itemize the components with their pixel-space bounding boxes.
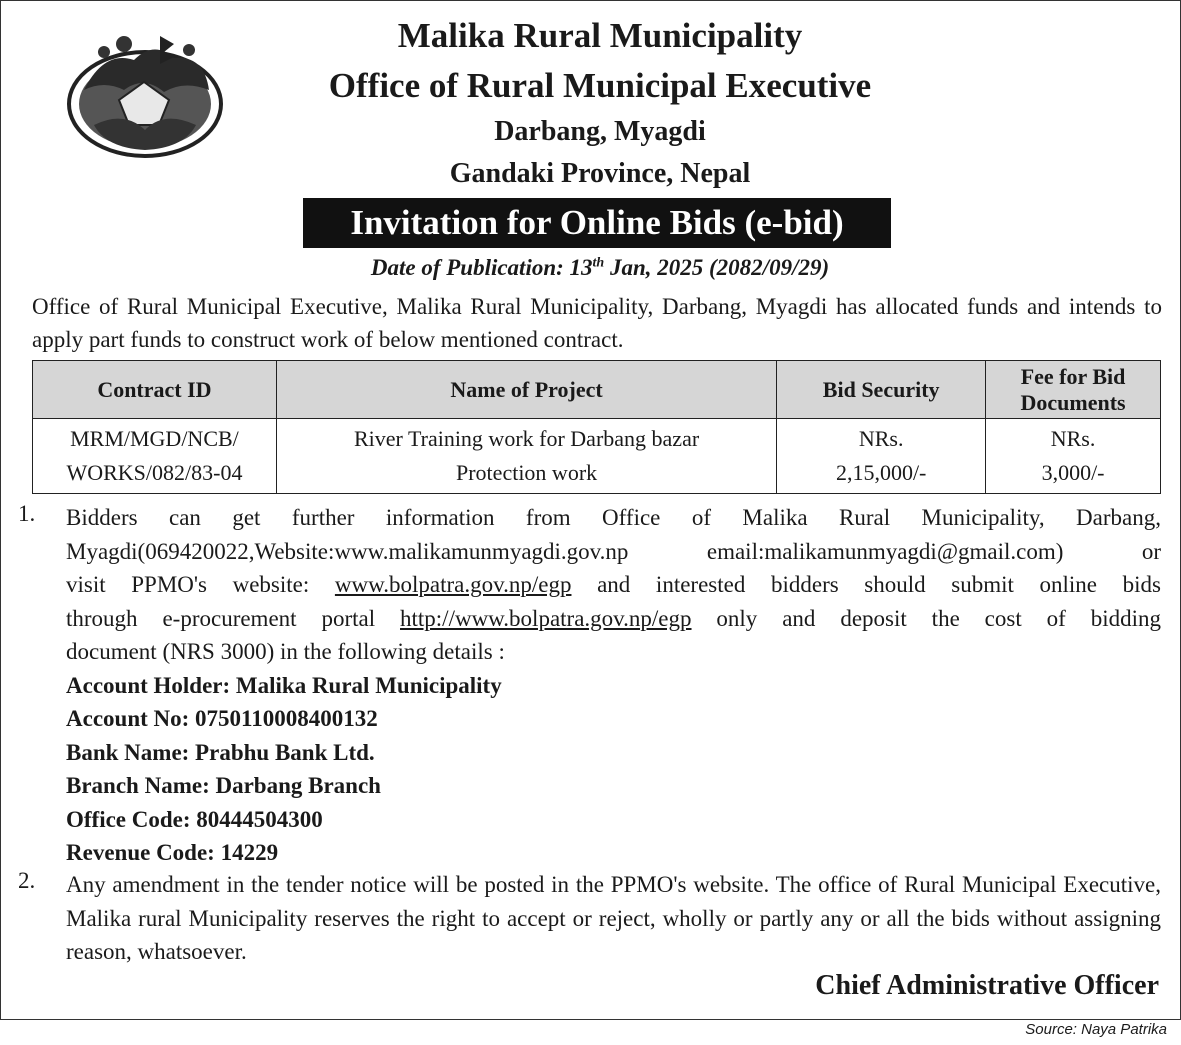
- col-project-name: Name of Project: [276, 361, 776, 419]
- col-bid-security: Bid Security: [777, 361, 986, 419]
- source-credit: Source: Naya Patrika: [1025, 1021, 1167, 1038]
- ppmo-website-link[interactable]: www.bolpatra.gov.np/egp: [334, 572, 572, 597]
- cell-project-name: River Training work for Darbang bazar Protection work: [276, 419, 776, 494]
- table-row: [33, 419, 1161, 494]
- office-code: Office Code: 80444504300: [66, 806, 323, 832]
- account-number: Account No: 0750110008400132: [66, 706, 378, 731]
- bank-name: Bank Name: Prabhu Bank Ltd.: [66, 739, 375, 765]
- revenue-code: Revenue Code: 14229: [66, 840, 279, 865]
- notice-title-banner: Invitation for Online Bids (e-bid): [303, 198, 891, 248]
- branch-name: Branch Name: Darbang Branch: [66, 773, 381, 798]
- publication-date: Date of Publication: 13th Jan, 2025 (2082/09/29): [370, 255, 830, 280]
- signature-title: Chief Administrative Officer: [815, 970, 1159, 1001]
- contract-table: [32, 360, 1161, 494]
- office-province: Gandaki Province, Nepal: [449, 158, 751, 189]
- intro-paragraph: Office of Rural Municipal Executive, Malika Rural Municipality, Darbang, Myagdi has allocated funds and intends to apply part funds to construct work of below mentioned contract.: [32, 294, 1162, 352]
- account-holder: Account Holder: Malika Rural Municipality: [66, 672, 502, 698]
- cell-bid-fee: NRs. 3,000/-: [986, 419, 1161, 494]
- table-header-row: [33, 361, 1161, 419]
- cell-contract-id: MRM/MGD/NCB/ WORKS/082/83-04: [33, 419, 277, 494]
- item-number-1: 1.: [18, 501, 36, 526]
- col-contract-id: Contract ID: [33, 361, 277, 419]
- list-item-2: Any amendment in the tender notice will be posted in the PPMO's website. The office of Rural Municipal Executive, Malika rural Municipality reserves the right to accept or reject, wholly or partly any or all the bids without assigning reason, whatsoever.: [66, 872, 1161, 964]
- municipality-name: Malika Rural Municipality: [397, 16, 803, 55]
- office-name: Office of Rural Municipal Executive: [328, 66, 872, 105]
- cell-bid-security: NRs. 2,15,000/-: [777, 419, 986, 494]
- item-number-2: 2.: [18, 868, 36, 893]
- e-procurement-portal-link[interactable]: http://www.bolpatra.gov.np/egp: [400, 605, 692, 631]
- list-item-1: Bidders can get further information from Office of Malika Rural Municipality, Darbang, Myagdi(069420022,Website:www.malikamunmyagdi.gov.np email:malikamunmyagdi@gmail.com) or visit PPMO's website: www.bolpatra.gov.np/egp and interested bidders should submit online bids through e-procurement portal http://www.bolpatra.gov.np/egp only and deposit the cost of bidding document (NRS 3000) in the following details : Account Holder: Malika Rural Municipality Account No: 0750110008400132 Bank Name: Prabhu Bank Ltd. Branch Name: Darbang Branch Office Code: 80444504300 Revenue Code: 14229: [66, 501, 1161, 870]
- col-bid-fee: Fee for Bid Documents: [986, 361, 1161, 419]
- office-location: Darbang, Myagdi: [494, 116, 706, 147]
